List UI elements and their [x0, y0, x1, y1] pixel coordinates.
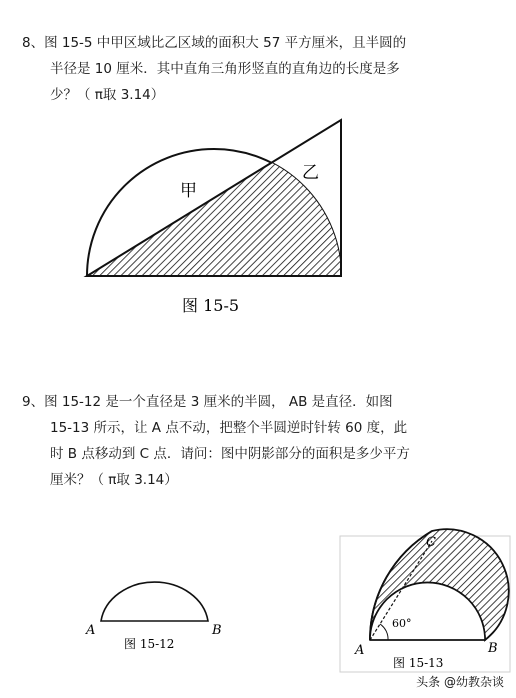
- label-b-15-12: B: [212, 623, 222, 638]
- question-9-line-2: 15-13 所示，让 A 点不动，把整个半圆逆时针转 60 度，此: [50, 420, 408, 436]
- figure-15-5: [87, 120, 341, 315]
- question-8-line-1: 8、图 15-5 中甲区域比乙区域的面积大 57 平方厘米，且半圆的: [22, 35, 407, 51]
- label-b-15-13: B: [488, 641, 498, 656]
- figure-15-13: [340, 529, 510, 672]
- semicircle-15-12: [101, 582, 208, 621]
- caption-15-13: 图 15-13: [393, 656, 444, 670]
- label-c: C: [426, 535, 436, 550]
- question-8-line-3: 少？（ π取 3.14）: [50, 87, 165, 103]
- angle-label: 60°: [392, 617, 412, 630]
- question-8-line-2: 半径是 10 厘米．其中直角三角形竖直的直角边的长度是多: [50, 61, 400, 77]
- figure-15-12: [85, 582, 222, 651]
- question-9: [22, 389, 502, 493]
- question-9-line-3: 时 B 点移动到 C 点．请问：图中阴影部分的面积是多少平方: [50, 446, 410, 462]
- question-9-line-1: 9、图 15-12 是一个直径是 3 厘米的半圆， AB 是直径．如图: [22, 394, 393, 410]
- label-a-15-13: A: [355, 643, 365, 658]
- question-9-line-4: 厘米？（ π取 3.14）: [50, 472, 178, 488]
- watermark: 头条 @幼教杂谈: [416, 675, 504, 689]
- caption-15-12: 图 15-12: [124, 637, 175, 651]
- label-a-15-12: A: [86, 623, 96, 638]
- label-jia: 甲: [180, 181, 197, 201]
- label-yi: 乙: [302, 163, 319, 183]
- caption-15-5: 图 15-5: [182, 296, 240, 315]
